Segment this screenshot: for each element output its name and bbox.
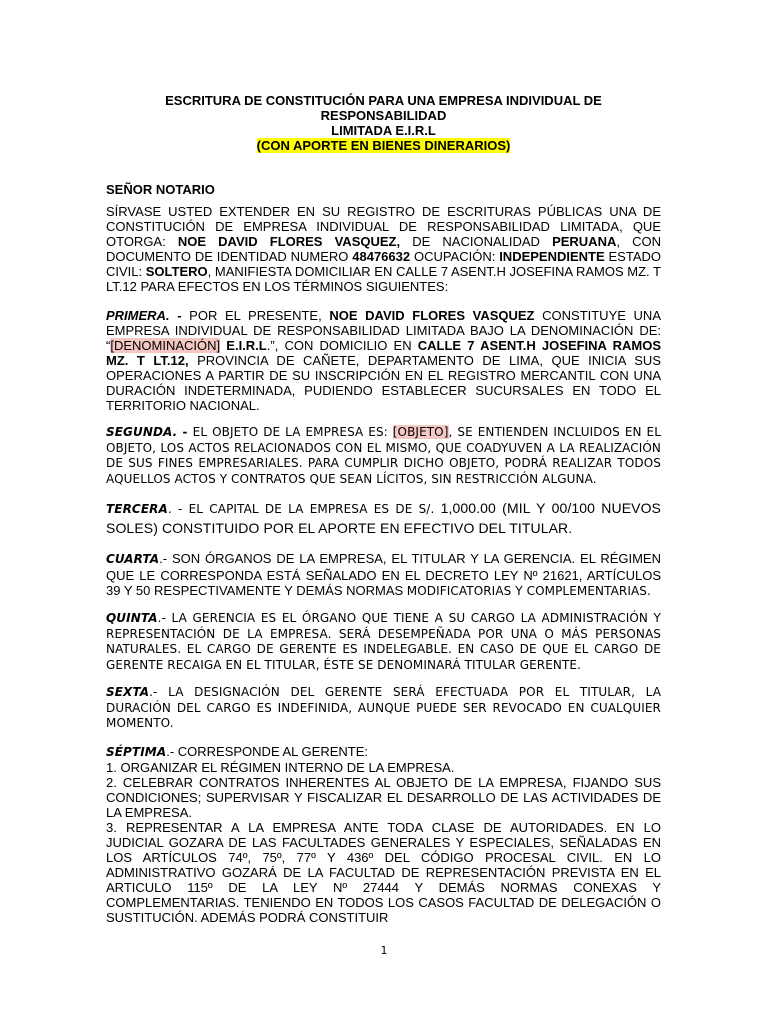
clause-quinta: QUINTA.- LA GERENCIA ES EL ÓRGANO QUE TIENE A SU CARGO LA ADMINISTRACIÓN Y REPRESENTACIÓN DE LA EMPRESA. SERÁ DESEMPEÑADA POR UNA O MÁS PERSONAS NATURALES. EL CARGO DE GERENTE ES INDELEGABLE. EN CASO DE QUE EL CARGO DE GERENTE RECAIGA EN EL TITULAR, ÉSTE SE DENOMINARÁ TITULAR GERENTE.	[106, 611, 661, 672]
title-line-1: ESCRITURA DE CONSTITUCIÓN PARA UNA EMPRESA INDIVIDUAL DE RESPONSABILIDAD	[165, 93, 602, 123]
list-item: 2. CELEBRAR CONTRATOS INHERENTES AL OBJETO DE LA EMPRESA, FIJANDO SUS CONDICIONES; SUPERVISAR Y FISCALIZAR EL DESARROLLO DE LAS ACTIVIDADES DE LA EMPRESA.	[106, 775, 661, 820]
title-line-2: LIMITADA E.I.R.L	[331, 123, 436, 138]
clause-segunda: SEGUNDA. - EL OBJETO DE LA EMPRESA ES: [OBJETO], SE ENTIENDEN INCLUIDOS EN EL OBJETO, LOS ACTOS RELACIONADOS CON EL MISMO, QUE COADYUVEN A LA REALIZACIÓN DE SUS FINES EMPRESARIALES. PARA CUMPLIR DICHO OBJETO, PODRÁ REALIZAR TODOS AQUELLOS ACTOS Y CONTRATOS QUE SEAN LÍCITOS, SIN RESTRICCIÓN ALGUNA.	[106, 425, 661, 486]
clause-label: SEGUNDA. -	[106, 425, 188, 439]
company-address: CALLE 7 ASENT.H JOSEFINA RAMOS MZ. T LT.12,	[106, 338, 661, 368]
document-page	[106, 93, 661, 925]
grantor-name: NOE DAVID FLORES VASQUEZ,	[177, 234, 401, 249]
object-placeholder: [OBJETO]	[392, 425, 449, 439]
clause-label: SÉPTIMA	[106, 744, 167, 759]
clause-sexta: SEXTA.- LA DESIGNACIÓN DEL GERENTE SERÁ EFECTUADA POR EL TITULAR, LA DURACIÓN DEL CARGO ES INDEFINIDA, AUNQUE PUEDE SER REVOCADO EN CUALQUIER MOMENTO.	[106, 685, 661, 730]
clause-label: SEXTA	[106, 685, 150, 699]
list-item: 1. ORGANIZAR EL RÉGIMEN INTERNO DE LA EMPRESA.	[106, 760, 455, 775]
clause-septima: SÉPTIMA.- CORRESPONDE AL GERENTE: 1. ORGANIZAR EL RÉGIMEN INTERNO DE LA EMPRESA. 2. CELEBRAR CONTRATOS INHERENTES AL OBJETO DE LA EMPRESA, FIJANDO SUS CONDICIONES; SUPERVISAR Y FISCALIZAR EL DESARROLLO DE LAS ACTIVIDADES DE LA EMPRESA. 3. REPRESENTAR A LA EMPRESA ANTE TODA CLASE DE AUTORIDADES. EN LO JUDICIAL GOZARA DE LAS FACULTADES GENERALES Y ESPECIALES, SEÑALADAS EN LOS ARTÍCULOS 74º, 75º, 77º Y 436º DEL CÓDIGO PROCESAL CIVIL. EN LO ADMINISTRATIVO GOZARÁ DE LA FACULTAD DE REPRESENTACIÓN PREVISTA EN EL ARTICULO 115º DE LA LEY Nº 27444 Y DEMÁS NORMAS CONEXAS Y COMPLEMENTARIAS. TENIENDO EN TODOS LOS CASOS FACULTAD DE DELEGACIÓN O SUSTITUCIÓN. ADEMÁS PODRÁ CONSTITUIR	[106, 743, 661, 925]
document-title	[106, 93, 661, 153]
clause-label: TERCERA	[106, 502, 168, 516]
clause-primera: PRIMERA. - POR EL PRESENTE, NOE DAVID FLORES VASQUEZ CONSTITUYE UNA EMPRESA INDIVIDUAL DE RESPONSABILIDAD LIMITADA BAJO LA DENOMINACIÓN DE: “[DENOMINACIÓN] E.I.R.L.”, CON DOMICILIO EN CALLE 7 ASENT.H JOSEFINA RAMOS MZ. T LT.12, PROVINCIA DE CAÑETE, DEPARTAMENTO DE LIMA, QUE INICIA SUS OPERACIONES A PARTIR DE SU INSCRIPCIÓN EN EL REGISTRO MERCANTIL CON UNA DURACIÓN INDETERMINADA, PUDIENDO ESTABLECER SUCURSALES EN TODO EL TERRITORIO NACIONAL.	[106, 308, 661, 413]
nationality: PERUANA	[552, 234, 617, 249]
id-number: 48476632	[352, 249, 411, 264]
occupation: INDEPENDIENTE	[499, 249, 605, 264]
clause-label: CUARTA	[106, 552, 160, 566]
clause-cuarta: CUARTA.- SON ÓRGANOS DE LA EMPRESA, EL TITULAR Y LA GERENCIA. EL RÉGIMEN QUE LE CORRESPONDA ESTÁ SEÑALADO EN EL DECRETO LEY Nº 21621, ARTÍCULOS 39 Y 50 RESPECTIVAMENTE Y DEMÁS NORMAS MODIFICATORIAS Y COMPLEMENTARIAS.	[106, 551, 661, 598]
title-line-3: (CON APORTE EN BIENES DINERARIOS)	[256, 138, 511, 153]
clause-label: PRIMERA. -	[106, 308, 182, 323]
list-item: 3. REPRESENTAR A LA EMPRESA ANTE TODA CLASE DE AUTORIDADES. EN LO JUDICIAL GOZARA DE LAS FACULTADES GENERALES Y ESPECIALES, SEÑALADAS EN LOS ARTÍCULOS 74º, 75º, 77º Y 436º DEL CÓDIGO PROCESAL CIVIL. EN LO ADMINISTRATIVO GOZARÁ DE LA FACULTAD DE REPRESENTACIÓN PREVISTA EN EL ARTICULO 115º DE LA LEY Nº 27444 Y DEMÁS NORMAS CONEXAS Y COMPLEMENTARIAS. TENIENDO EN TODOS LOS CASOS FACULTAD DE DELEGACIÓN O SUSTITUCIÓN. ADEMÁS PODRÁ CONSTITUIR	[106, 820, 661, 925]
denomination-placeholder: [DENOMINACIÓN]	[110, 338, 221, 353]
salutation: SEÑOR NOTARIO	[106, 182, 215, 197]
clause-label: QUINTA	[106, 611, 158, 625]
intro-paragraph: SÍRVASE USTED EXTENDER EN SU REGISTRO DE ESCRITURAS PÚBLICAS UNA DE CONSTITUCIÓN DE EMPRESA INDIVIDUAL DE RESPONSABILIDAD LIMITADA, QUE OTORGA: NOE DAVID FLORES VASQUEZ, DE NACIONALIDAD PERUANA, CON DOCUMENTO DE IDENTIDAD NUMERO 48476632 OCUPACIÓN: INDEPENDIENTE ESTADO CIVIL: SOLTERO, MANIFIESTA DOMICILIAR EN CALLE 7 ASENT.H JOSEFINA RAMOS MZ. T LT.12 PARA EFECTOS EN LOS TÉRMINOS SIGUIENTES:	[106, 204, 661, 294]
page-number: 1	[380, 944, 388, 957]
clause-tercera: TERCERA. - EL CAPITAL DE LA EMPRESA ES DE S/. 1,000.00 (MIL Y 00/100 NUEVOS SOLES) CONSTITUIDO POR EL APORTE EN EFECTIVO DEL TITULAR.	[106, 500, 661, 536]
civil-status: SOLTERO	[145, 264, 208, 279]
